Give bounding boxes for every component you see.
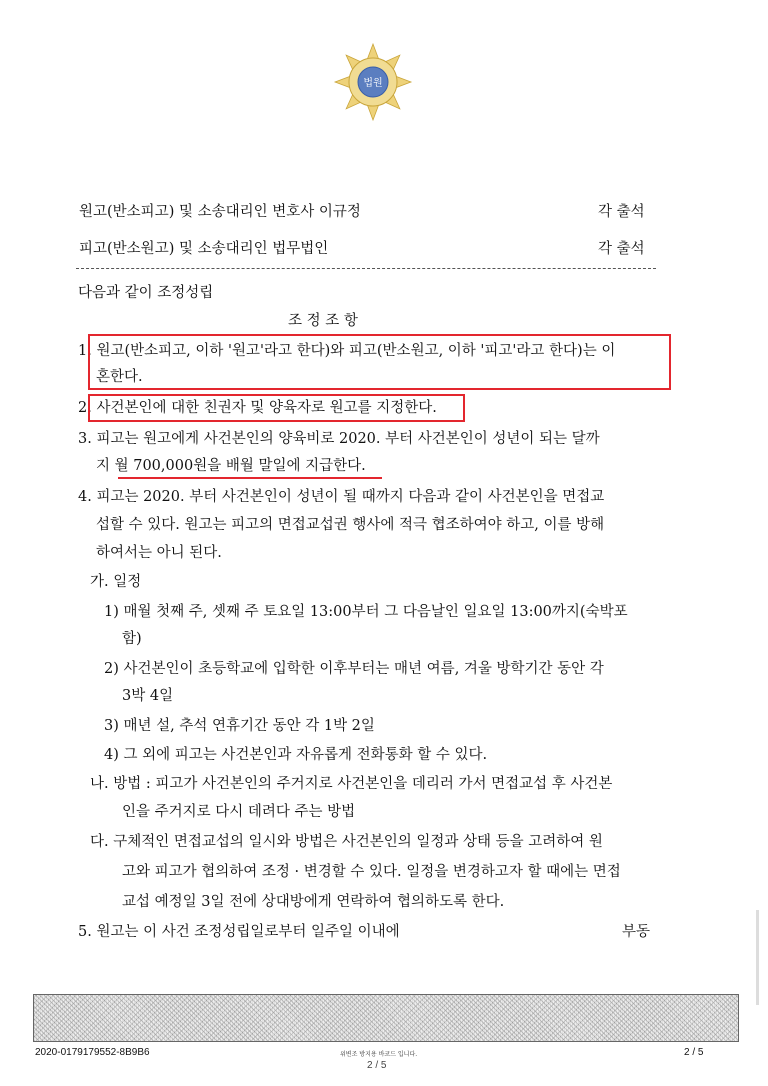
dashed-divider — [76, 268, 656, 269]
subsection-na-line-1: 나. 방법 : 피고가 사건본인의 주거지로 사건본인을 데리러 가서 면접교섭 후 사건본 — [90, 776, 613, 792]
schedule-4-line-1: 4) 그 외에 피고는 사건본인과 자유롭게 전화통화 할 수 있다. — [104, 747, 488, 763]
clause-4-line-2: 섭할 수 있다. 원고는 피고의 면접교섭권 행사에 적극 협조하여야 하고, 이를 방해 — [96, 517, 605, 533]
party-plaintiff: 원고(반소피고) 및 소송대리인 변호사 이규정 — [79, 204, 361, 220]
intro-text: 다음과 같이 조정성립 — [78, 285, 214, 301]
schedule-1-line-2: 함) — [122, 631, 142, 647]
party-defendant-attendance: 각 출석 — [598, 241, 645, 257]
subsection-na-line-2: 인을 주거지로 다시 데려다 주는 방법 — [122, 804, 356, 820]
clause-1-line-2: 혼한다. — [96, 369, 143, 385]
highlight-box-clause-1 — [88, 334, 671, 390]
scan-edge-mark — [756, 910, 759, 1005]
barcode-notice: 위변조 방지용 바코드 입니다. — [340, 1051, 418, 1058]
clause-3-line-2: 지 월 700,000원을 배월 말일에 지급한다. — [96, 458, 366, 474]
subsection-da-line-1: 다. 구체적인 면접교섭의 일시와 방법은 사건본인의 일정과 상태 등을 고려하여 원 — [90, 834, 603, 850]
document-code: 2020-0179179552-8B9B6 — [35, 1047, 150, 1058]
subsection-ga: 가. 일정 — [90, 574, 142, 590]
schedule-3-line-1: 3) 매년 설, 추석 연휴기간 동안 각 1박 2일 — [104, 718, 375, 734]
schedule-2-line-1: 2) 사건본인이 초등학교에 입학한 이후부터는 매년 여름, 겨울 방학기간 동안 각 — [104, 661, 604, 677]
page-number-center: 2 / 5 — [367, 1060, 387, 1071]
emblem-text: 법원 — [363, 78, 383, 89]
clause-5-line-1: 5. 원고는 이 사건 조정성립일로부터 일주일 이내에 — [78, 924, 400, 940]
court-emblem-logo — [333, 42, 413, 122]
subsection-da-line-3: 교섭 예정일 3일 전에 상대방에게 연락하여 협의하도록 한다. — [122, 894, 505, 910]
clause-4-line-3: 하여서는 아니 된다. — [96, 545, 222, 561]
party-plaintiff-attendance: 각 출석 — [598, 204, 645, 220]
clause-3-line-1: 3. 피고는 원고에게 사건본인의 양육비로 2020. 부터 사건본인이 성년이 되는 달까 — [78, 431, 600, 447]
schedule-1-line-1: 1) 매월 첫째 주, 셋째 주 토요일 13:00부터 그 다음날인 일요일 13:00까지(숙박포 — [104, 604, 628, 620]
party-defendant: 피고(반소원고) 및 소송대리인 법무법인 — [79, 241, 329, 257]
page-number-right: 2 / 5 — [684, 1047, 704, 1058]
highlight-underline-clause-3 — [118, 477, 382, 479]
section-title: 조 정 조 항 — [288, 313, 358, 329]
highlight-box-clause-2 — [88, 394, 465, 422]
schedule-2-line-2: 3박 4일 — [122, 688, 174, 704]
subsection-da-line-2: 고와 피고가 협의하여 조정 · 변경할 수 있다. 일정을 변경하고자 할 때에는 면접 — [122, 864, 621, 880]
clause-1-line-1: 1. 원고(반소피고, 이하 '원고'라고 한다)와 피고(반소원고, 이하 '피고'라고 한다)는 이 — [78, 343, 616, 359]
clause-5-trailing-text: 부동 — [622, 924, 651, 940]
anti-forgery-barcode — [33, 994, 739, 1042]
clause-2-line-1: 2. 사건본인에 대한 친권자 및 양육자로 원고를 지정한다. — [78, 400, 437, 416]
clause-4-line-1: 4. 피고는 2020. 부터 사건본인이 성년이 될 때까지 다음과 같이 사건본인을 면접교 — [78, 489, 605, 505]
